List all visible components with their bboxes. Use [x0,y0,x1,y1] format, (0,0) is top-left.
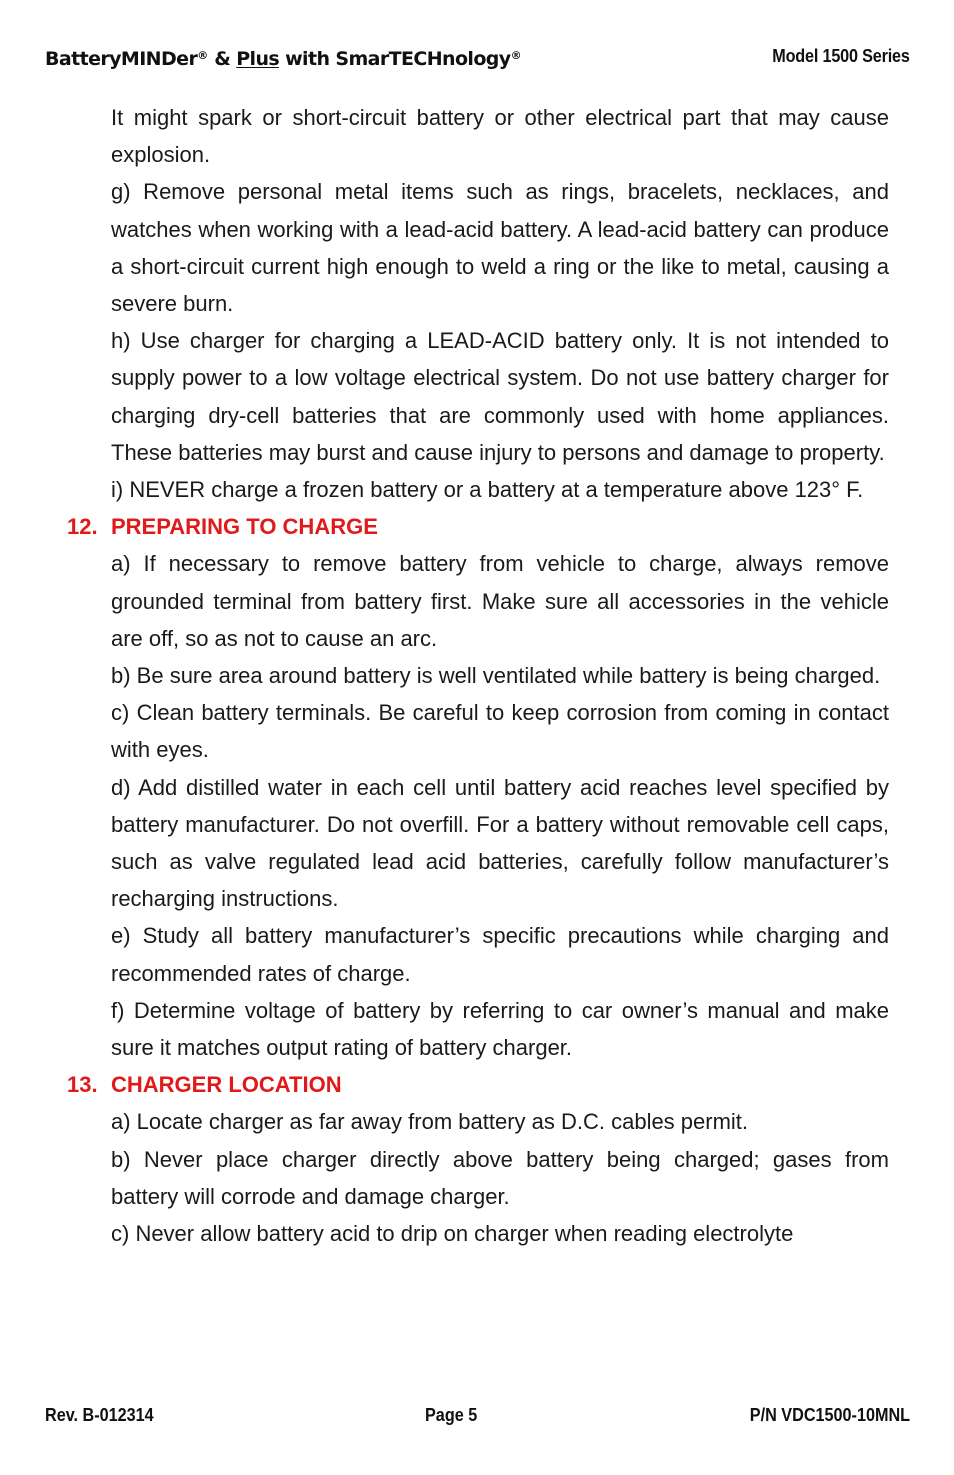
brand-ampersand: & [208,48,237,70]
brand-main: BatteryMINDer [45,48,198,70]
section12-item-a: a) If necessary to remove battery from vehicle to charge, always remove grounded terminal from battery first. Make sure all accessories in the vehicle are off, so as not to cause an arc. [111,551,889,651]
section12-item-c: c) Clean battery terminals. Be careful to keep corrosion from coming in contact with eyes. [111,700,889,763]
paragraph-g: g) Remove personal metal items such as rings, bracelets, necklaces, and watches when working with a lead-acid battery. A lead-acid battery can produce a short-circuit current high enough to weld a ring or the like to metal, causing a severe burn. [111,179,889,317]
brand-plus: Plus [236,48,280,70]
section12-item-d: d) Add distilled water in each cell until battery acid reaches level specified by battery manufacturer. Do not overfill. For a battery without removable cell caps, such as valve regulated lead acid batteries, carefully follow manufacturer’s recharging instructions. [111,774,889,912]
brand-with: with SmarTECHnology [279,48,511,70]
section-number: 12. [67,514,98,540]
part-number: P/N VDC1500-10MNL [749,1405,910,1425]
revision-label: Rev. B-012314 [45,1405,154,1425]
section-number: 13. [67,1072,98,1098]
document-body [0,99,954,1252]
page-footer [45,1402,910,1428]
paragraph-h: h) Use charger for charging a LEAD-ACID battery only. It is not intended to supply power to a low voltage electrical system. Do not use battery charger for charging dry-cell batteries that are commonly used with home appliances. These batteries may burst and cause injury to persons and damage to property. [111,328,889,465]
brand-registered-mark: ® [197,49,209,62]
brand-title [45,42,522,73]
section12-item-e: e) Study all battery manufacturer’s specific precautions while charging and recommended rates of charge. [111,923,889,986]
section-title: CHARGER LOCATION [111,1072,342,1098]
section13-item-b: b) Never place charger directly above battery being charged; gases from battery will corrode and damage charger. [111,1146,889,1209]
section13-item-a: a) Locate charger as far away from battery as D.C. cables permit. [111,1109,749,1135]
brand-registered-mark-2: ® [510,49,522,62]
section13-item-c: c) Never allow battery acid to drip on charger when reading electrolyte [111,1221,794,1247]
section12-item-f: f) Determine voltage of battery by referring to car owner’s manual and make sure it matches output rating of battery charger. [111,997,889,1061]
page-header [45,42,910,72]
paragraph-i: i) NEVER charge a frozen battery or a battery at a temperature above 123° F. [111,477,864,503]
section-heading-13 [67,1066,954,1103]
paragraph-continued: It might spark or short-circuit battery or other electrical part that may cause explosion. [111,105,889,168]
page-number: Page 5 [425,1405,478,1425]
section12-item-b: b) Be sure area around battery is well ventilated while battery is being charged. [111,663,881,689]
section-heading-12 [67,508,954,545]
section-title: PREPARING TO CHARGE [111,514,378,540]
model-series: Model 1500 Series [772,46,910,66]
